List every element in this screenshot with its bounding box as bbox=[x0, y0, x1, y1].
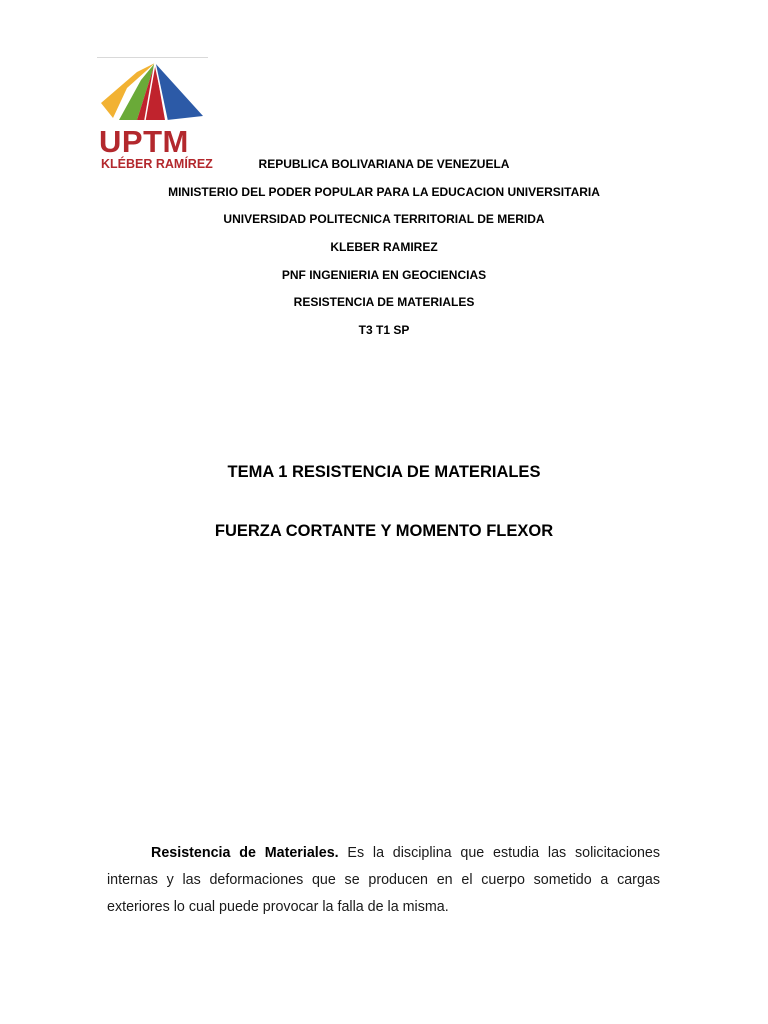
header-ministry: MINISTERIO DEL PODER POPULAR PARA LA EDUCACION UNIVERSITARIA bbox=[168, 184, 600, 199]
header-university: UNIVERSIDAD POLITECNICA TERRITORIAL DE MERIDA bbox=[223, 212, 545, 227]
logo-name: UPTM bbox=[99, 124, 189, 159]
definition-paragraph bbox=[107, 840, 660, 921]
definition-term: Resistencia de Materiales. bbox=[151, 845, 339, 862]
header-section: T3 T1 SP bbox=[358, 323, 410, 338]
subject-title: FUERZA CORTANTE Y MOMENTO FLEXOR bbox=[214, 522, 554, 540]
header-campus: KLEBER RAMIREZ bbox=[330, 240, 438, 255]
definition-text: Es la disciplina que estudia las solicitaciones internas y las deformaciones que se producen en el cuerpo sometido a cargas exteriores lo cual puede provocar la falla de la misma. bbox=[107, 845, 660, 916]
topic-title: TEMA 1 RESISTENCIA DE MATERIALES bbox=[227, 463, 541, 481]
logo-pyramid-icon bbox=[97, 58, 208, 128]
header-program: PNF INGENIERIA EN GEOCIENCIAS bbox=[281, 267, 487, 282]
header-course: RESISTENCIA DE MATERIALES bbox=[293, 295, 475, 310]
institution-header bbox=[0, 157, 768, 351]
header-country: REPUBLICA BOLIVARIANA DE VENEZUELA bbox=[258, 157, 510, 171]
logo-subtitle: KLÉBER RAMÍREZ bbox=[101, 157, 213, 171]
